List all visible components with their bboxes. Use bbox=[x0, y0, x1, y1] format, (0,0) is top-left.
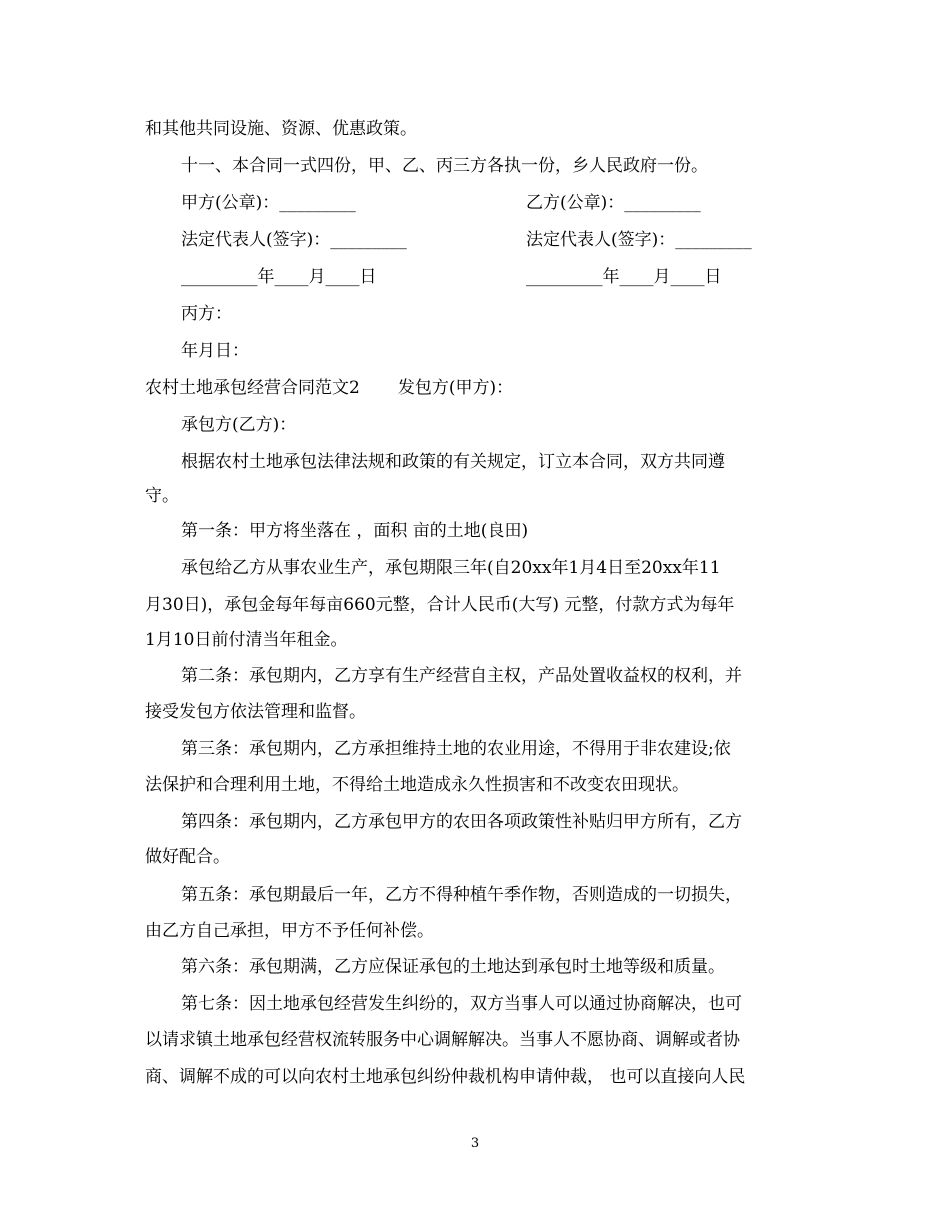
article-1: 第一条：甲方将坐落在 ，面积 亩的土地(良田) bbox=[181, 521, 529, 541]
article-3: 第三条：承包期内，乙方承担维持土地的农业用途，不得用于非农建设;依 bbox=[181, 739, 731, 759]
article-6: 第六条：承包期满，乙方应保证承包的土地达到承包时土地等级和质量。 bbox=[181, 957, 725, 977]
article-2: 第二条：承包期内，乙方享有生产经营自主权，产品处置收益权的权利，并 bbox=[181, 666, 742, 686]
text-line: 做好配合。 bbox=[145, 847, 230, 867]
article-7: 第七条：因土地承包经营发生纠纷的，双方当事人可以通过协商解决，也可 bbox=[181, 994, 742, 1014]
text-line: 守。 bbox=[145, 486, 179, 506]
contractor-label: 承包方(乙方)： bbox=[181, 415, 297, 435]
article-5: 第五条：承包期最后一年，乙方不得种植午季作物，否则造成的一切损失， bbox=[181, 885, 742, 905]
party-b-date: _________年____月____日 bbox=[526, 267, 722, 287]
article-4: 第四条：承包期内，乙方承包甲方的农田各项政策性补贴归甲方所有，乙方 bbox=[181, 812, 742, 832]
party-c-label: 丙方： bbox=[181, 304, 232, 324]
text-line: 承包给乙方从事农业生产，承包期限三年(自20xx年1月4日至20xx年11 bbox=[181, 558, 721, 578]
text-line: 1月10日前付清当年租金。 bbox=[145, 630, 348, 650]
page-number: 3 bbox=[470, 1136, 480, 1151]
contract-title: 农村土地承包经营合同范文2 bbox=[145, 378, 360, 398]
text-line: 由乙方自己承担，甲方不予任何补偿。 bbox=[145, 921, 434, 941]
date-label: 年月日： bbox=[181, 341, 249, 361]
party-b-seal: 乙方(公章)：_________ bbox=[526, 193, 701, 213]
text-line: 以请求镇土地承包经营权流转服务中心调解解决。当事人不愿协商、调解或者协 bbox=[145, 1030, 740, 1050]
text-line: 十一、本合同一式四份，甲、乙、丙三方各执一份，乡人民政府一份。 bbox=[181, 156, 708, 176]
contract-title-line bbox=[145, 377, 805, 399]
party-a-date: _________年____月____日 bbox=[181, 267, 377, 287]
text-line: 月30日)，承包金每年每亩660元整，合计人民币(大写) 元整，付款方式为每年 bbox=[145, 595, 735, 615]
text-line: 商、调解不成的可以向农村土地承包纠纷仲裁机构申请仲裁， 也可以直接向人民 bbox=[145, 1067, 746, 1087]
text-line: 接受发包方依法管理和监督。 bbox=[145, 702, 366, 722]
text-line: 和其他共同设施、资源、优惠政策。 bbox=[145, 119, 417, 139]
text-line: 根据农村土地承包法律法规和政策的有关规定，订立本合同，双方共同遵 bbox=[181, 452, 725, 472]
text-line: 法保护和合理利用土地，不得给土地造成永久性损害和不改变农田现状。 bbox=[145, 775, 689, 795]
party-b-representative: 法定代表人(签字)：_________ bbox=[526, 230, 752, 250]
party-a-seal: 甲方(公章)：_________ bbox=[181, 193, 356, 213]
issuer-label: 发包方(甲方)： bbox=[397, 378, 514, 398]
party-a-representative: 法定代表人(签字)：_________ bbox=[181, 230, 407, 250]
